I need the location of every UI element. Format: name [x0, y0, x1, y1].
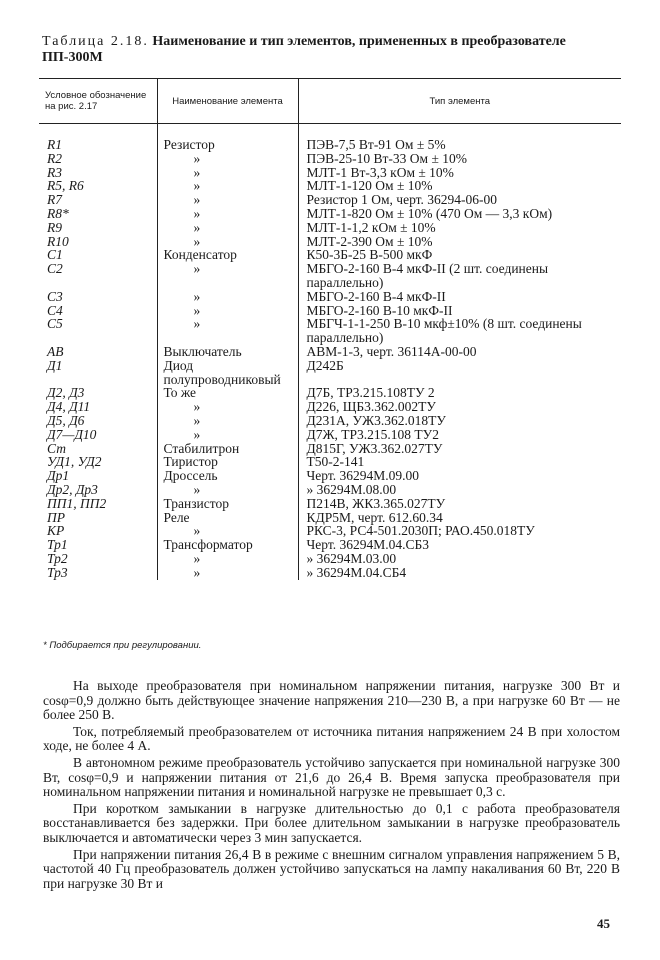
cell-element-name: » — [157, 290, 298, 304]
cell-element-type: МБГЧ-1-1-250 В-10 мкф±10% (8 шт. соединены параллельно) — [298, 317, 621, 345]
paragraph: На выходе преобразователя при номинальном напряжении питания, нагрузке 300 Вт и cosφ=0,9 должно быть действующее значение напряжения 210—230 В, а при нагрузке 60 Вт — не более 250 В. — [43, 678, 620, 723]
table-row — [39, 166, 621, 180]
table-row — [39, 124, 621, 152]
table-row — [39, 290, 621, 304]
table-row — [39, 414, 621, 428]
table-caption — [42, 34, 622, 66]
table-row — [39, 262, 621, 290]
table-row — [39, 552, 621, 566]
cell-element-type: » 36294М.08.00 — [298, 483, 621, 497]
table-row — [39, 152, 621, 166]
table-row — [39, 524, 621, 538]
cell-designation: Д4, Д11 — [47, 399, 91, 415]
cell-designation: Д1 — [47, 357, 63, 373]
cell-element-name: » — [157, 552, 298, 566]
body-text — [43, 679, 620, 893]
cell-element-name: » — [157, 524, 298, 538]
cell-designation: Д5, Д6 — [47, 412, 85, 428]
table-row — [39, 497, 621, 511]
cell-element-name: Конденсатор — [157, 248, 298, 262]
cell-designation: КР — [47, 523, 65, 539]
table-caption-label: Таблица 2.18. — [42, 34, 149, 49]
paragraph: При коротком замыкании в нагрузке длительностью до 0,1 с работа преобразователя восстанавливается без задержки. При более длительном замыкании в нагрузке преобразователь выключается и автоматически через 3 мин запускается. — [43, 800, 620, 845]
cell-designation: R10 — [47, 233, 69, 249]
cell-designation: R3 — [47, 164, 62, 180]
cell-element-name: » — [157, 566, 298, 580]
table-row — [39, 235, 621, 249]
table-row — [39, 179, 621, 193]
cell-designation: R8* — [47, 205, 69, 221]
footnote: * Подбирается при регулировании. — [43, 640, 202, 651]
cell-element-name: Дроссель — [157, 469, 298, 483]
cell-element-name: Резистор — [157, 124, 298, 152]
cell-designation: C5 — [47, 316, 63, 332]
cell-element-name: » — [157, 428, 298, 442]
table-row — [39, 442, 621, 456]
cell-element-name: » — [157, 152, 298, 166]
table-row — [39, 538, 621, 552]
cell-element-type: МЛТ-1 Вт-3,3 кОм ± 10% — [298, 166, 621, 180]
cell-element-name: Выключатель — [157, 345, 298, 359]
page-number: 45 — [597, 916, 610, 931]
cell-element-name: » — [157, 221, 298, 235]
table-row — [39, 483, 621, 497]
cell-element-name: » — [157, 317, 298, 345]
cell-element-name: Стабилитрон — [157, 442, 298, 456]
cell-element-name: » — [157, 207, 298, 221]
cell-element-name: Диод полупроводниковый — [157, 359, 298, 387]
cell-element-name: » — [157, 193, 298, 207]
table-row — [39, 428, 621, 442]
cell-designation: Ст — [47, 440, 66, 456]
cell-element-type: МЛТ-1-120 Ом ± 10% — [298, 179, 621, 193]
table-row — [39, 400, 621, 414]
cell-element-type: АВМ-1-3, черт. 36114А-00-00 — [298, 345, 621, 359]
cell-element-type: Д815Г, УЖ3.362.027ТУ — [298, 442, 621, 456]
cell-designation: Д2, Д3 — [47, 385, 85, 401]
cell-element-type: ПЭВ-7,5 Вт-91 Ом ± 5% — [298, 124, 621, 152]
cell-element-type: » 36294М.04.СБ4 — [298, 566, 621, 580]
table-row — [39, 455, 621, 469]
column-header-name: Наименование элемента — [157, 79, 298, 124]
paragraph: Ток, потребляемый преобразователем от источника питания напряжением 24 В при холостом ходе, не более 4 А. — [43, 723, 620, 754]
cell-designation: R1 — [47, 137, 62, 152]
cell-element-type: МЛТ-1-820 Ом ± 10% (470 Ом — 3,3 кОм) — [298, 207, 621, 221]
column-header-type: Тип элемента — [298, 79, 621, 124]
column-header-designation: Условное обозначение на рис. 2.17 — [39, 79, 157, 124]
table-row — [39, 511, 621, 525]
cell-element-type: КДР5М, черт. 612.60.34 — [298, 511, 621, 525]
cell-designation: R2 — [47, 150, 62, 166]
cell-designation: Тр3 — [47, 564, 68, 580]
cell-element-type: Т50-2-141 — [298, 455, 621, 469]
cell-designation: Др2, Др3 — [47, 481, 98, 497]
cell-designation: Тр1 — [47, 537, 68, 553]
cell-element-name: » — [157, 483, 298, 497]
table-row — [39, 566, 621, 580]
cell-element-type: Д226, ЩБ3.362.002ТУ — [298, 400, 621, 414]
cell-element-name: » — [157, 414, 298, 428]
cell-element-type: Д231А, УЖ3.362.018ТУ — [298, 414, 621, 428]
table-body — [39, 124, 621, 580]
cell-designation: Тр2 — [47, 550, 68, 566]
cell-element-type: РКС-3, РС4-501.2030П; РАО.450.018ТУ — [298, 524, 621, 538]
cell-designation: C1 — [47, 247, 63, 263]
cell-element-type: П214В, ЖК3.365.027ТУ — [298, 497, 621, 511]
cell-element-type: Д7Ж, ТР3.215.108 ТУ2 — [298, 428, 621, 442]
cell-element-type: Черт. 36294М.09.00 — [298, 469, 621, 483]
cell-designation: Др1 — [47, 468, 70, 484]
cell-element-type: МБГО-2-160 В-4 мкФ-II — [298, 290, 621, 304]
cell-element-type: МЛТ-1-1,2 кОм ± 10% — [298, 221, 621, 235]
cell-element-type: » 36294М.03.00 — [298, 552, 621, 566]
cell-designation: ПП1, ПП2 — [47, 495, 107, 511]
cell-element-type: Черт. 36294М.04.СБ3 — [298, 538, 621, 552]
cell-designation: ПР — [47, 509, 65, 525]
cell-designation: R5, R6 — [47, 178, 84, 194]
cell-element-type: К50-3Б-25 В-500 мкФ — [298, 248, 621, 262]
cell-element-type: МБГО-2-160 В-10 мкФ-II — [298, 304, 621, 318]
paragraph: При напряжении питания 26,4 В в режиме с внешним сигналом управления напряжением 5 В, частотой 40 Гц преобразователь должен устойчиво запускаться на лампу накаливания 60 Вт, 220 В при нагрузке 30 Вт и — [43, 846, 620, 891]
cell-element-name: Тиристор — [157, 455, 298, 469]
table-row — [39, 207, 621, 221]
table-row — [39, 317, 621, 345]
cell-designation: C2 — [47, 261, 63, 277]
cell-designation: R9 — [47, 219, 62, 235]
cell-element-name: Реле — [157, 511, 298, 525]
cell-element-type: МБГО-2-160 В-4 мкФ-II (2 шт. соединены параллельно) — [298, 262, 621, 290]
table-row — [39, 359, 621, 387]
cell-element-type: Резистор 1 Ом, черт. 36294-06-00 — [298, 193, 621, 207]
cell-designation: Д7—Д10 — [47, 426, 97, 442]
table-caption-title: Наименование и тип элементов, примененных в преобразователе ПП-300М — [42, 34, 566, 65]
table-row — [39, 345, 621, 359]
cell-element-name: Транзистор — [157, 497, 298, 511]
cell-designation: C3 — [47, 288, 63, 304]
paragraph: В автономном режиме преобразователь устойчиво запускается при номинальной нагрузке 300 Вт, cosφ=0,9 и напряжении питания от 21,6 до 26,4 В. Время запуска преобразователя при номинальном напряжении питания и номинальной нагрузке не превышает 0,3 с. — [43, 754, 620, 800]
cell-designation: AB — [47, 343, 64, 359]
cell-element-type: МЛТ-2-390 Ом ± 10% — [298, 235, 621, 249]
cell-designation: C4 — [47, 302, 63, 318]
table-header-row — [39, 79, 621, 124]
cell-element-name: » — [157, 166, 298, 180]
table-row — [39, 193, 621, 207]
cell-element-name: » — [157, 262, 298, 290]
table-row — [39, 221, 621, 235]
cell-element-name: Трансформатор — [157, 538, 298, 552]
cell-element-name: » — [157, 235, 298, 249]
parts-table — [39, 78, 621, 580]
table-row — [39, 386, 621, 400]
cell-element-type: Д242Б — [298, 359, 621, 387]
cell-element-name: » — [157, 304, 298, 318]
cell-designation: R7 — [47, 192, 62, 208]
cell-element-type: ПЭВ-25-10 Вт-33 Ом ± 10% — [298, 152, 621, 166]
table-row — [39, 248, 621, 262]
cell-element-name: » — [157, 179, 298, 193]
cell-element-type: Д7Б, ТР3.215.108ТУ 2 — [298, 386, 621, 400]
cell-element-name: » — [157, 400, 298, 414]
table-row — [39, 304, 621, 318]
cell-element-name: То же — [157, 386, 298, 400]
cell-designation: УД1, УД2 — [47, 454, 102, 470]
table-row — [39, 469, 621, 483]
